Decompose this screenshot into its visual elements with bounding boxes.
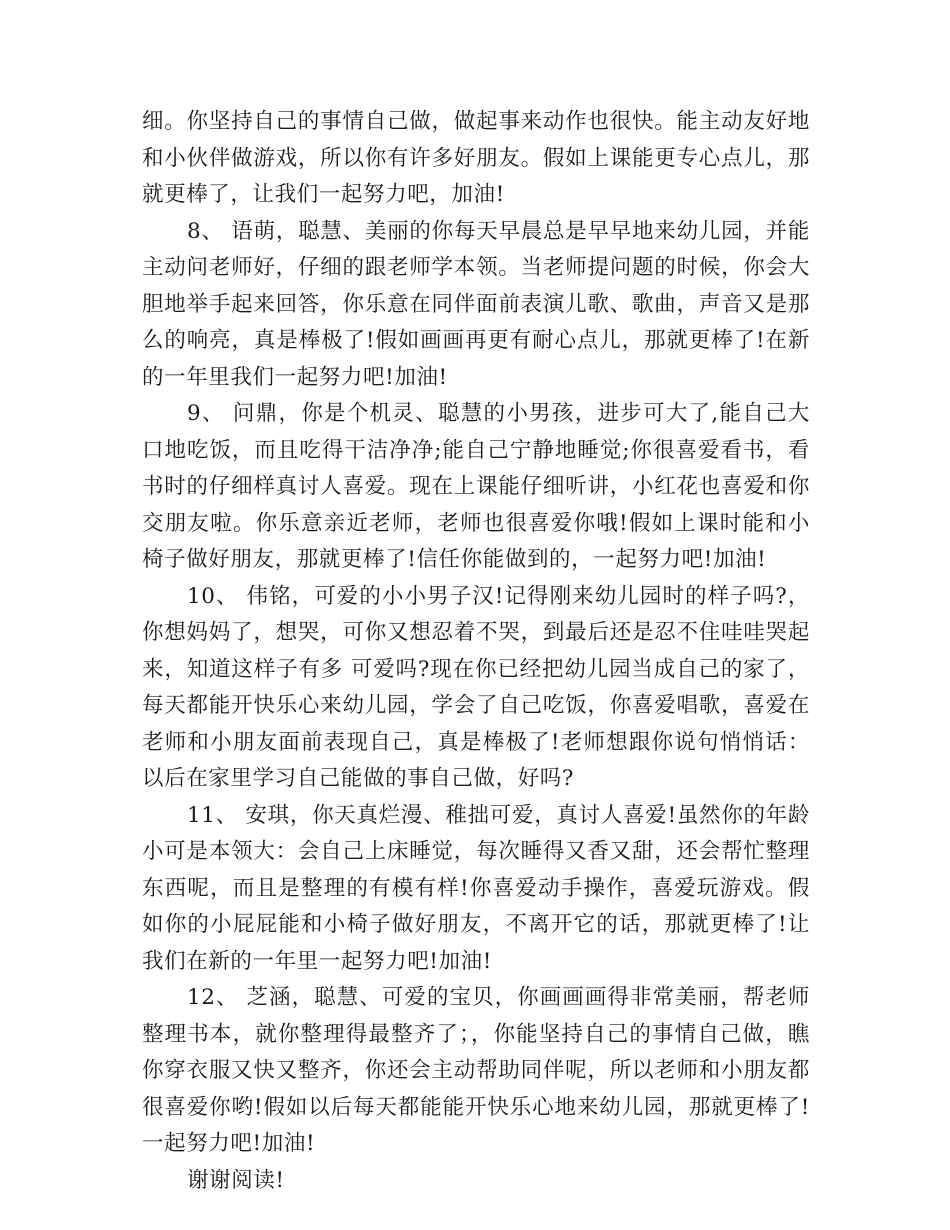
- paragraph-comment-12: 12、 芝涵，聪慧、可爱的宝贝，你画画画得非常美丽，帮老师整理书本，就你整理得最整齐了；，你能坚持自己的事情自己做，瞧你穿衣服又快又整齐，你还会主动帮助同伴呢，所以老师和小朋友都很喜爱你哟!假如以后每天都能能开快乐心地来幼儿园，那就更棒了!一起努力吧!加油!: [142, 985, 810, 1156]
- document-body: [142, 104, 810, 1199]
- paragraph-comment-10: 10、 伟铭，可爱的小小男子汉!记得刚来幼儿园时的样子吗?，你想妈妈了，想哭，可你又想忍着不哭，到最后还是忍不住哇哇哭起来，知道这样子有多 可爱吗?现在你已经把幼儿园当成自己的家了，每天都能开快乐心来幼儿园，学会了自己吃饭，你喜爱唱歌，喜爱在老师和小朋友面前表现自己，真是棒极了!老师想跟你说句悄悄话：以后在家里学习自己能做的事自己做，好吗?: [142, 583, 810, 791]
- paragraph-closing: 谢谢阅读!: [187, 1167, 285, 1193]
- paragraph-comment-8: 8、 语萌，聪慧、美丽的你每天早晨总是早早地来幼儿园，并能主动问老师好，仔细的跟老师学本领。当老师提问题的时候，你会大胆地举手起来回答，你乐意在同伴面前表演儿歌、歌曲，声音又是那么的响亮，真是棒极了!假如画画再更有耐心点儿，那就更棒了!在新的一年里我们一起努力吧!加油!: [142, 218, 810, 390]
- paragraph-comment-9: 9、 问鼎，你是个机灵、聪慧的小男孩，进步可大了,能自己大口地吃饭，而且吃得干洁净净;能自己宁静地睡觉;你很喜爱看书，看书时的仔细样真讨人喜爱。现在上课能仔细听讲，小红花也喜爱和你交朋友啦。你乐意亲近老师，老师也很喜爱你哦!假如上课时能和小椅子做好朋友，那就更棒了!信任你能做到的，一起努力吧!加油!: [142, 401, 810, 572]
- paragraph-continuation: 细。你坚持自己的事情自己做，做起事来动作也很快。能主动友好地和小伙伴做游戏，所以你有许多好朋友。假如上课能更专心点儿，那就更棒了，让我们一起努力吧，加油!: [142, 109, 810, 207]
- paragraph-comment-11: 11、 安琪，你天真烂漫、稚拙可爱，真讨人喜爱!虽然你的年龄小可是本领大：会自己上床睡觉，每次睡得又香又甜，还会帮忙整理东西呢，而且是整理的有模有样!你喜爱动手操作，喜爱玩游戏。假如你的小屁屁能和小椅子做好朋友，不离开它的话，那就更棒了!让我们在新的一年里一起努力吧!加油!: [142, 802, 810, 974]
